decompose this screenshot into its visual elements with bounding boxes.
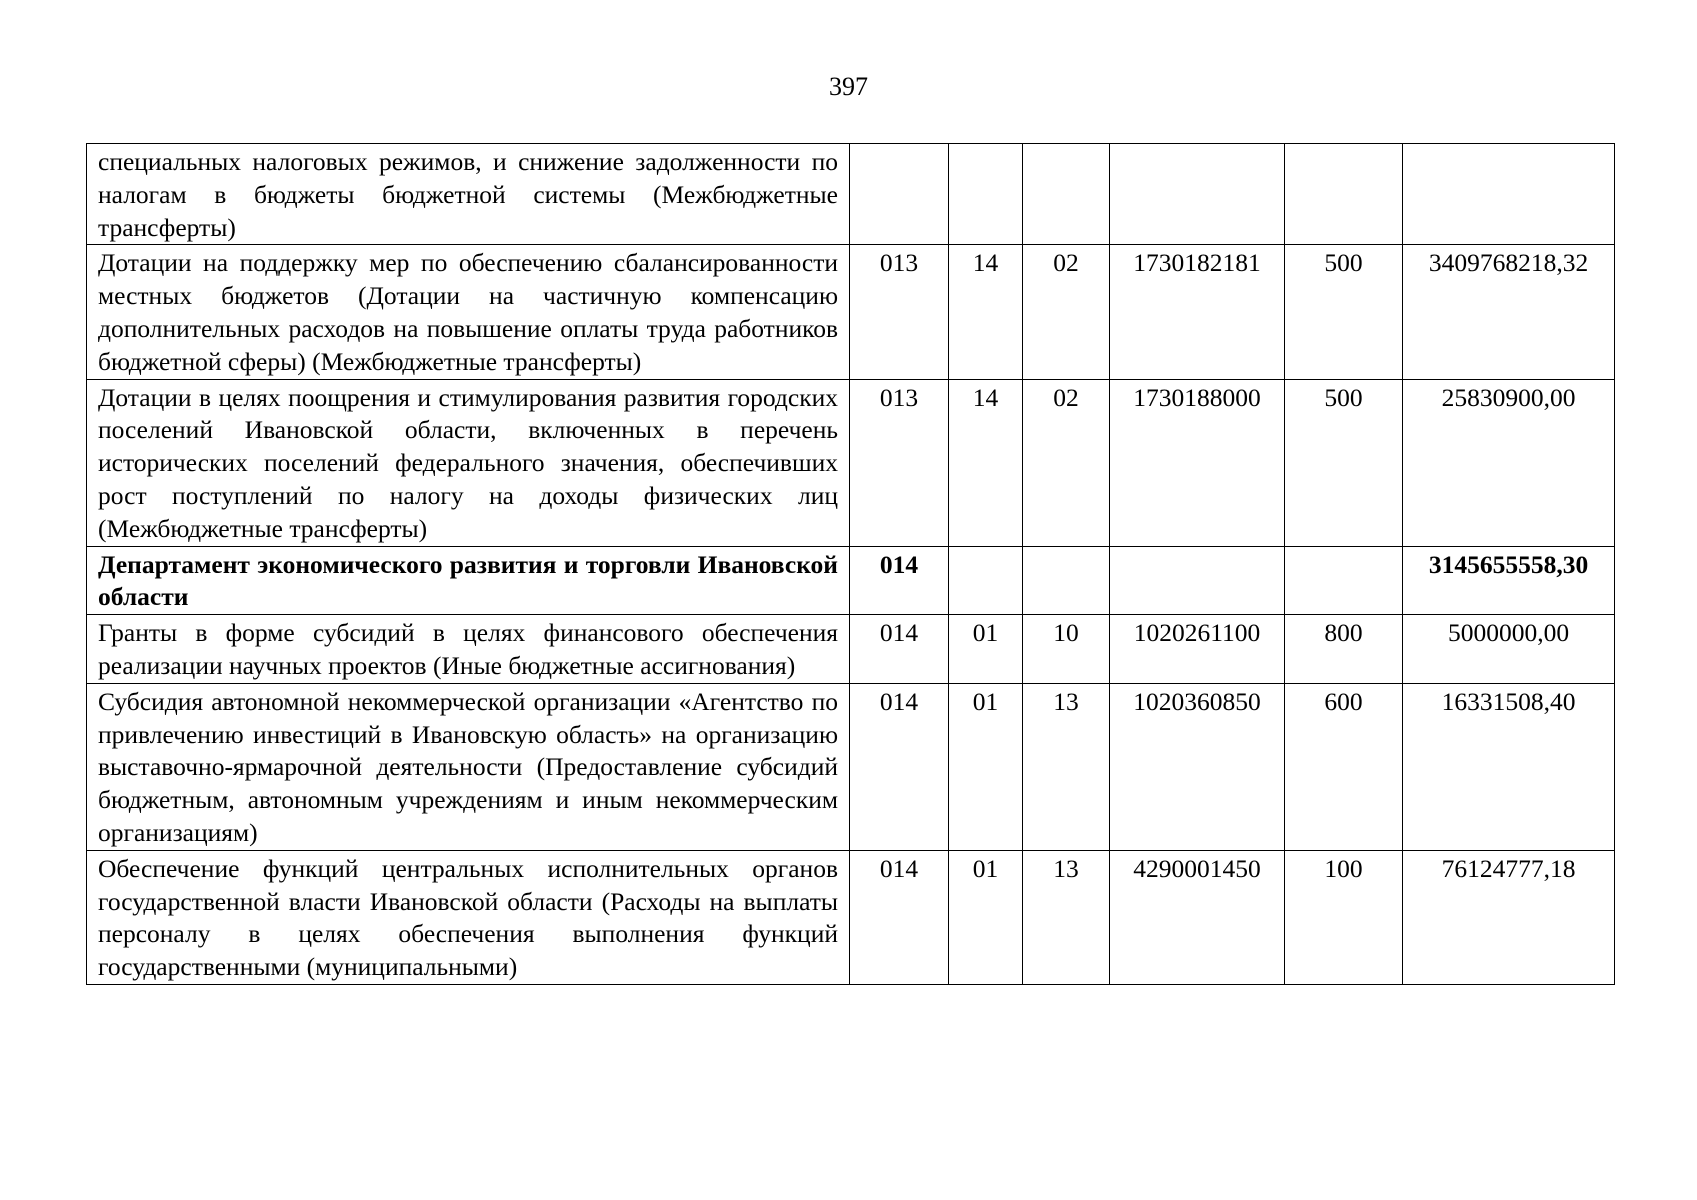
budget-table	[86, 143, 1615, 985]
table-row	[87, 850, 1615, 984]
department-row	[87, 546, 1615, 615]
amount: 25830900,00	[1403, 379, 1615, 546]
target-article-code: 1730188000	[1110, 379, 1285, 546]
subsection-code	[1023, 546, 1110, 615]
expense-type-code: 500	[1285, 245, 1403, 379]
amount: 76124777,18	[1403, 850, 1615, 984]
target-article-code	[1110, 144, 1285, 245]
ministry-code: 014	[850, 850, 949, 984]
ministry-code	[850, 144, 949, 245]
department-total-amount: 3145655558,30	[1403, 546, 1615, 615]
target-article-code: 1020360850	[1110, 683, 1285, 850]
subsection-code: 02	[1023, 379, 1110, 546]
section-code: 01	[949, 615, 1023, 684]
row-description: Субсидия автономной некоммерческой организации «Агентство по привлечению инвестиций в Ивановскую область» на организацию выставочно-ярмарочной деятельности (Предоставление субсидий бюджетным, автономным учреждениям и иным некоммерческим организациям)	[87, 683, 850, 850]
target-article-code: 1020261100	[1110, 615, 1285, 684]
row-description: Гранты в форме субсидий в целях финансового обеспечения реализации научных проектов (Иные бюджетные ассигнования)	[87, 615, 850, 684]
section-code: 01	[949, 683, 1023, 850]
amount: 16331508,40	[1403, 683, 1615, 850]
row-description: Обеспечение функций центральных исполнительных органов государственной власти Ивановской области (Расходы на выплаты персоналу в целях обеспечения выполнения функций государственными (муниципальными)	[87, 850, 850, 984]
subsection-code: 02	[1023, 245, 1110, 379]
table-row	[87, 615, 1615, 684]
ministry-code: 014	[850, 683, 949, 850]
table-row	[87, 379, 1615, 546]
expense-type-code: 800	[1285, 615, 1403, 684]
target-article-code: 1730182181	[1110, 245, 1285, 379]
page-number: 397	[829, 72, 868, 101]
subsection-code: 13	[1023, 850, 1110, 984]
row-description: Дотации в целях поощрения и стимулирования развития городских поселений Ивановской области, включенных в перечень исторических поселений федерального значения, обеспечивших рост поступлений по налогу на доходы физических лиц (Межбюджетные трансферты)	[87, 379, 850, 546]
table-row	[87, 245, 1615, 379]
ministry-code: 014	[850, 546, 949, 615]
ministry-code: 014	[850, 615, 949, 684]
table-row	[87, 144, 1615, 245]
amount: 5000000,00	[1403, 615, 1615, 684]
target-article-code	[1110, 546, 1285, 615]
subsection-code: 13	[1023, 683, 1110, 850]
target-article-code: 4290001450	[1110, 850, 1285, 984]
subsection-code: 10	[1023, 615, 1110, 684]
expense-type-code	[1285, 144, 1403, 245]
section-code	[949, 546, 1023, 615]
row-description: специальных налоговых режимов, и снижение задолженности по налогам в бюджеты бюджетной системы (Межбюджетные трансферты)	[87, 144, 850, 245]
expense-type-code: 500	[1285, 379, 1403, 546]
expense-type-code: 100	[1285, 850, 1403, 984]
section-code: 01	[949, 850, 1023, 984]
section-code	[949, 144, 1023, 245]
expense-type-code	[1285, 546, 1403, 615]
section-code: 14	[949, 245, 1023, 379]
table-row	[87, 683, 1615, 850]
department-name: Департамент экономического развития и торговли Ивановской области	[87, 546, 850, 615]
expense-type-code: 600	[1285, 683, 1403, 850]
subsection-code	[1023, 144, 1110, 245]
section-code: 14	[949, 379, 1023, 546]
amount	[1403, 144, 1615, 245]
ministry-code: 013	[850, 245, 949, 379]
row-description: Дотации на поддержку мер по обеспечению сбалансированности местных бюджетов (Дотации на частичную компенсацию дополнительных расходов на повышение оплаты труда работников бюджетной сферы) (Межбюджетные трансферты)	[87, 245, 850, 379]
ministry-code: 013	[850, 379, 949, 546]
amount: 3409768218,32	[1403, 245, 1615, 379]
